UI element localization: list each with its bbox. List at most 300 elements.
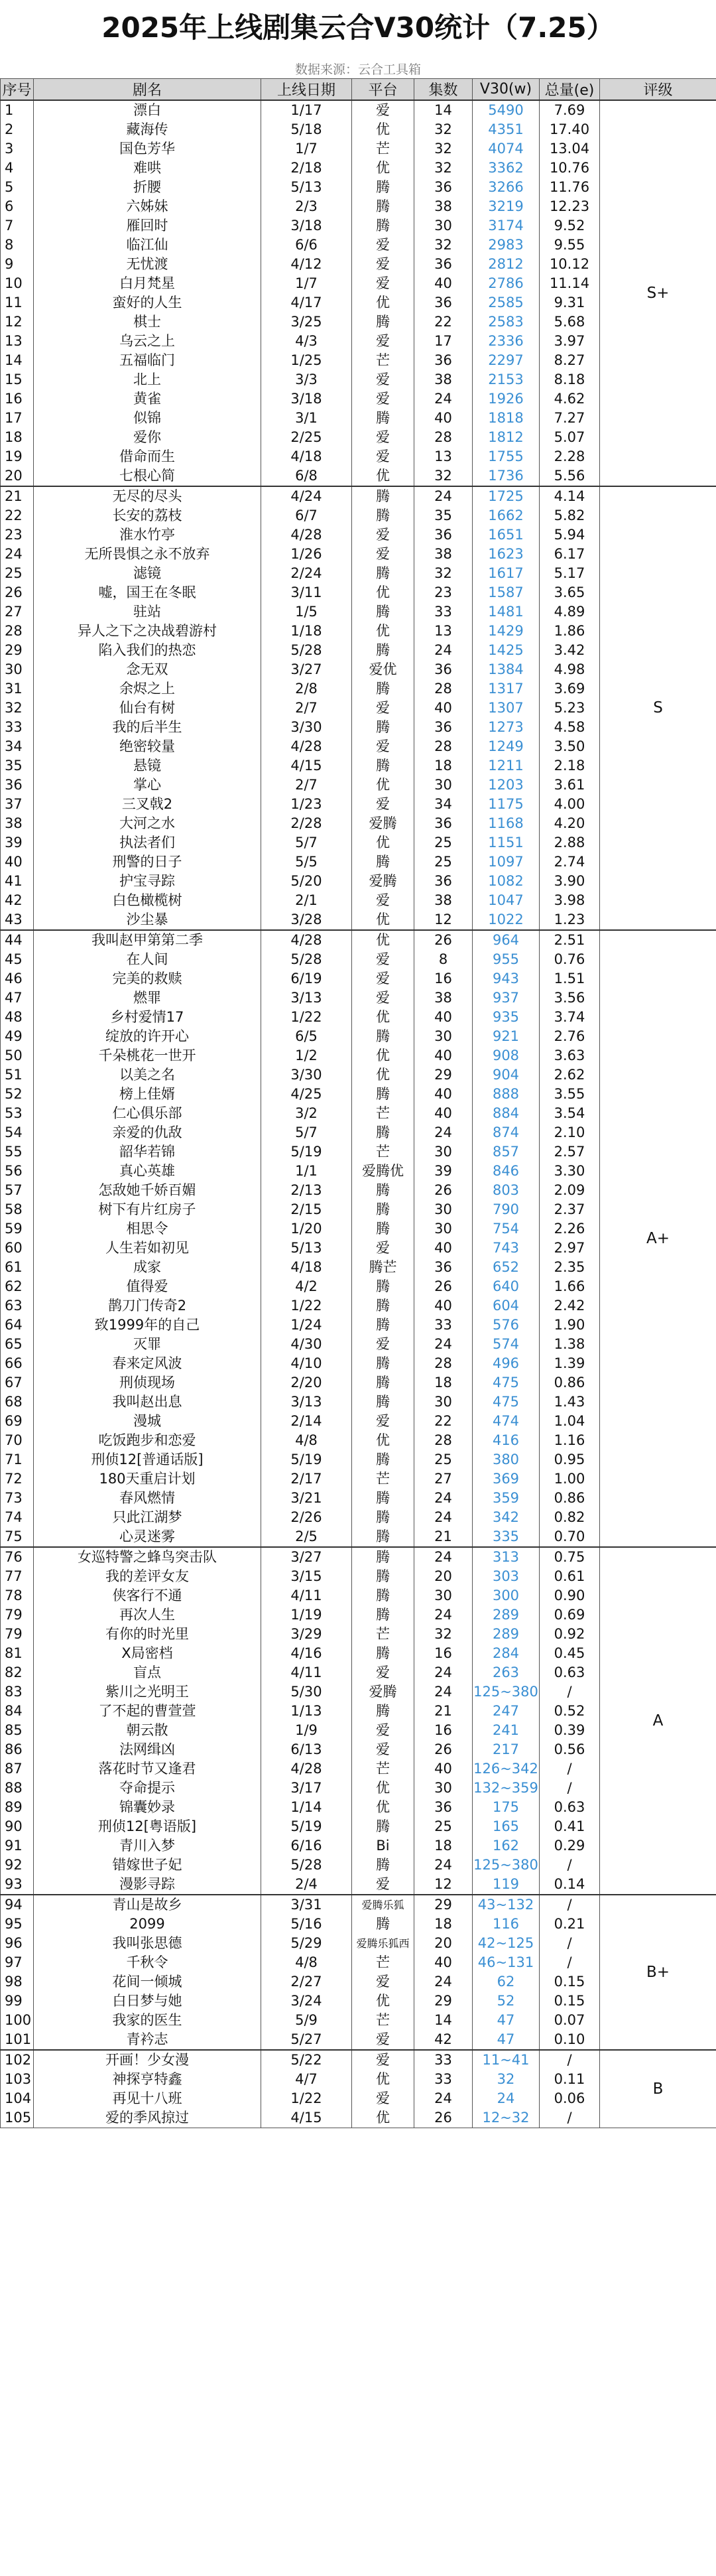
total-cell: / [540, 1953, 600, 1972]
title-cell: 侠客行不通 [34, 1586, 261, 1605]
platform-cell: 腾 [352, 1123, 414, 1142]
platform-cell: 芒 [352, 1759, 414, 1779]
episodes-cell: 16 [414, 1644, 473, 1663]
date-cell: 2/15 [261, 1200, 352, 1219]
title-cell: 藏海传 [34, 120, 261, 139]
title-cell: 我的差评女友 [34, 1567, 261, 1586]
platform-cell: 优 [352, 1798, 414, 1817]
total-cell: 8.18 [540, 370, 600, 389]
v30-cell: 3219 [473, 197, 540, 216]
v30-cell: 475 [473, 1392, 540, 1412]
v30-cell: 1481 [473, 602, 540, 622]
v30-cell: 1429 [473, 622, 540, 641]
index-cell: 56 [1, 1162, 34, 1181]
total-cell: 4.89 [540, 602, 600, 622]
episodes-cell: 26 [414, 1181, 473, 1200]
index-cell: 34 [1, 737, 34, 756]
date-cell: 4/16 [261, 1644, 352, 1663]
total-cell: 5.17 [540, 564, 600, 583]
v30-cell: 1097 [473, 852, 540, 872]
episodes-cell: 24 [414, 1123, 473, 1142]
v30-cell: 3362 [473, 159, 540, 178]
episodes-cell: 29 [414, 1992, 473, 2011]
platform-cell: 优 [352, 930, 414, 950]
total-cell: 9.52 [540, 216, 600, 236]
total-cell: / [540, 1934, 600, 1953]
date-cell: 4/15 [261, 756, 352, 776]
v30-cell: 1273 [473, 718, 540, 737]
index-cell: 41 [1, 872, 34, 891]
title-cell: 无所畏惧之永不放弃 [34, 545, 261, 564]
platform-cell: 腾 [352, 1586, 414, 1605]
v30-cell: 241 [473, 1721, 540, 1740]
date-cell: 4/17 [261, 293, 352, 312]
index-cell: 67 [1, 1373, 34, 1392]
episodes-cell: 14 [414, 2011, 473, 2030]
platform-cell: 腾 [352, 1915, 414, 1934]
date-cell: 2/25 [261, 428, 352, 447]
v30-cell: 303 [473, 1567, 540, 1586]
index-cell: 91 [1, 1836, 34, 1856]
title-cell: 有你的时光里 [34, 1625, 261, 1644]
total-cell: 0.07 [540, 2011, 600, 2030]
total-cell: 5.23 [540, 699, 600, 718]
index-cell: 3 [1, 139, 34, 159]
total-cell: 10.76 [540, 159, 600, 178]
title-cell: 灭罪 [34, 1335, 261, 1354]
date-cell: 1/13 [261, 1702, 352, 1721]
ranking-table [0, 78, 716, 2128]
platform-cell: 腾 [352, 1856, 414, 1875]
platform-cell: 腾 [352, 197, 414, 216]
date-cell: 2/18 [261, 159, 352, 178]
episodes-cell: 24 [414, 2089, 473, 2108]
platform-cell: 爱 [352, 891, 414, 910]
date-cell: 2/24 [261, 564, 352, 583]
platform-cell: 优 [352, 583, 414, 602]
title-cell: 临江仙 [34, 236, 261, 255]
episodes-cell: 33 [414, 602, 473, 622]
v30-cell: 119 [473, 1875, 540, 1895]
index-cell: 65 [1, 1335, 34, 1354]
episodes-cell: 30 [414, 1779, 473, 1798]
episodes-cell: 28 [414, 428, 473, 447]
date-cell: 3/1 [261, 409, 352, 428]
date-cell: 5/16 [261, 1915, 352, 1934]
total-cell: 4.98 [540, 660, 600, 679]
title-cell: 白色橄榄树 [34, 891, 261, 910]
title-cell: 千秋令 [34, 1953, 261, 1972]
col-header-total: 总量(e) [540, 79, 600, 101]
title-cell: 沙尘暴 [34, 910, 261, 930]
total-cell: 0.70 [540, 1527, 600, 1547]
v30-cell: 175 [473, 1798, 540, 1817]
date-cell: 1/2 [261, 1046, 352, 1065]
title-cell: 借命而生 [34, 447, 261, 466]
title-cell: 错嫁世子妃 [34, 1856, 261, 1875]
episodes-cell: 26 [414, 930, 473, 950]
v30-cell: 943 [473, 969, 540, 988]
index-cell: 101 [1, 2030, 34, 2050]
platform-cell: 腾 [352, 1547, 414, 1567]
v30-cell: 2153 [473, 370, 540, 389]
platform-cell: 爱 [352, 1239, 414, 1258]
v30-cell: 1307 [473, 699, 540, 718]
episodes-cell: 21 [414, 1702, 473, 1721]
platform-cell: 优 [352, 1046, 414, 1065]
total-cell: 4.00 [540, 795, 600, 814]
index-cell: 9 [1, 255, 34, 274]
date-cell: 5/28 [261, 1856, 352, 1875]
v30-cell: 2297 [473, 351, 540, 370]
episodes-cell: 20 [414, 1934, 473, 1953]
total-cell: 0.41 [540, 1817, 600, 1836]
date-cell: 2/4 [261, 1875, 352, 1895]
title-cell: 韶华若锦 [34, 1142, 261, 1162]
total-cell: 2.51 [540, 930, 600, 950]
episodes-cell: 40 [414, 1046, 473, 1065]
index-cell: 23 [1, 525, 34, 545]
episodes-cell: 18 [414, 1915, 473, 1934]
date-cell: 3/17 [261, 1779, 352, 1798]
platform-cell: 腾 [352, 409, 414, 428]
index-cell: 14 [1, 351, 34, 370]
index-cell: 102 [1, 2050, 34, 2070]
title-cell: 落花时节又逢君 [34, 1759, 261, 1779]
date-cell: 1/18 [261, 622, 352, 641]
table-row [1, 930, 716, 950]
v30-cell: 12~32 [473, 2108, 540, 2128]
v30-cell: 217 [473, 1740, 540, 1759]
index-cell: 75 [1, 1527, 34, 1547]
col-header-date: 上线日期 [261, 79, 352, 101]
episodes-cell: 18 [414, 1836, 473, 1856]
platform-cell: 腾 [352, 1085, 414, 1104]
title-cell: 亲爱的仇敌 [34, 1123, 261, 1142]
index-cell: 4 [1, 159, 34, 178]
index-cell: 73 [1, 1489, 34, 1508]
platform-cell: 芒 [352, 1625, 414, 1644]
index-cell: 89 [1, 1798, 34, 1817]
index-cell: 30 [1, 660, 34, 679]
v30-cell: 1662 [473, 506, 540, 525]
platform-cell: 爱 [352, 389, 414, 409]
episodes-cell: 24 [414, 486, 473, 506]
episodes-cell: 30 [414, 216, 473, 236]
date-cell: 4/11 [261, 1586, 352, 1605]
date-cell: 5/18 [261, 120, 352, 139]
date-cell: 4/28 [261, 525, 352, 545]
total-cell: 2.74 [540, 852, 600, 872]
v30-cell: 874 [473, 1123, 540, 1142]
v30-cell: 1082 [473, 872, 540, 891]
platform-cell: 优 [352, 622, 414, 641]
date-cell: 4/18 [261, 447, 352, 466]
total-cell: 3.30 [540, 1162, 600, 1181]
v30-cell: 904 [473, 1065, 540, 1085]
date-cell: 2/7 [261, 699, 352, 718]
episodes-cell: 13 [414, 447, 473, 466]
platform-cell: 腾 [352, 178, 414, 197]
title-cell: 相思令 [34, 1219, 261, 1239]
v30-cell: 369 [473, 1469, 540, 1489]
date-cell: 6/5 [261, 1027, 352, 1046]
episodes-cell: 36 [414, 814, 473, 833]
platform-cell: 爱 [352, 447, 414, 466]
total-cell: 1.04 [540, 1412, 600, 1431]
total-cell: 7.27 [540, 409, 600, 428]
total-cell: 1.23 [540, 910, 600, 930]
episodes-cell: 42 [414, 2030, 473, 2050]
v30-cell: 1022 [473, 910, 540, 930]
total-cell: 4.14 [540, 486, 600, 506]
title-cell: 念无双 [34, 660, 261, 679]
title-cell: 盲点 [34, 1663, 261, 1682]
index-cell: 25 [1, 564, 34, 583]
col-header-episodes: 集数 [414, 79, 473, 101]
title-cell: 完美的救赎 [34, 969, 261, 988]
total-cell: / [540, 2050, 600, 2070]
v30-cell: 4351 [473, 120, 540, 139]
total-cell: / [540, 1759, 600, 1779]
date-cell: 1/25 [261, 351, 352, 370]
total-cell: 12.23 [540, 197, 600, 216]
date-cell: 1/22 [261, 1296, 352, 1316]
total-cell: 0.15 [540, 1972, 600, 1992]
v30-cell: 964 [473, 930, 540, 950]
col-header-platform: 平台 [352, 79, 414, 101]
total-cell: 2.97 [540, 1239, 600, 1258]
index-cell: 52 [1, 1085, 34, 1104]
platform-cell: 优 [352, 1779, 414, 1798]
total-cell: 3.74 [540, 1008, 600, 1027]
title-cell: 青山是故乡 [34, 1895, 261, 1915]
episodes-cell: 14 [414, 100, 473, 120]
platform-cell: 腾 [352, 1702, 414, 1721]
v30-cell: 1168 [473, 814, 540, 833]
index-cell: 72 [1, 1469, 34, 1489]
episodes-cell: 8 [414, 950, 473, 969]
platform-cell: 优 [352, 2070, 414, 2089]
total-cell: 2.18 [540, 756, 600, 776]
episodes-cell: 38 [414, 891, 473, 910]
table-row [1, 1895, 716, 1915]
episodes-cell: 24 [414, 1605, 473, 1625]
platform-cell: 爱 [352, 2030, 414, 2050]
date-cell: 4/12 [261, 255, 352, 274]
episodes-cell: 29 [414, 1065, 473, 1085]
v30-cell: 416 [473, 1431, 540, 1450]
date-cell: 4/2 [261, 1277, 352, 1296]
episodes-cell: 24 [414, 1682, 473, 1702]
title-cell: 七根心简 [34, 466, 261, 486]
platform-cell: 腾 [352, 1605, 414, 1625]
index-cell: 64 [1, 1316, 34, 1335]
index-cell: 8 [1, 236, 34, 255]
episodes-cell: 26 [414, 1740, 473, 1759]
date-cell: 3/18 [261, 389, 352, 409]
date-cell: 4/18 [261, 1258, 352, 1277]
date-cell: 2/7 [261, 776, 352, 795]
date-cell: 3/27 [261, 1547, 352, 1567]
date-cell: 3/30 [261, 718, 352, 737]
episodes-cell: 30 [414, 1219, 473, 1239]
date-cell: 3/2 [261, 1104, 352, 1123]
episodes-cell: 36 [414, 872, 473, 891]
platform-cell: 优 [352, 910, 414, 930]
v30-cell: 24 [473, 2089, 540, 2108]
episodes-cell: 36 [414, 255, 473, 274]
title-cell: 女巡特警之蜂鸟突击队 [34, 1547, 261, 1567]
index-cell: 1 [1, 100, 34, 120]
title-cell: 燃罪 [34, 988, 261, 1008]
index-cell: 40 [1, 852, 34, 872]
title-cell: 怎敌她千娇百媚 [34, 1181, 261, 1200]
platform-cell: 腾 [352, 506, 414, 525]
index-cell: 10 [1, 274, 34, 293]
index-cell: 35 [1, 756, 34, 776]
episodes-cell: 40 [414, 1008, 473, 1027]
platform-cell: 腾 [352, 1027, 414, 1046]
index-cell: 55 [1, 1142, 34, 1162]
date-cell: 5/13 [261, 1239, 352, 1258]
title-cell: 刑侦现场 [34, 1373, 261, 1392]
total-cell: 0.29 [540, 1836, 600, 1856]
v30-cell: 475 [473, 1373, 540, 1392]
total-cell: 1.00 [540, 1469, 600, 1489]
total-cell: 0.63 [540, 1798, 600, 1817]
v30-cell: 125~380 [473, 1856, 540, 1875]
total-cell: 3.69 [540, 679, 600, 699]
platform-cell: 爱腾乐狐 [352, 1895, 414, 1915]
v30-cell: 1587 [473, 583, 540, 602]
total-cell: 3.55 [540, 1085, 600, 1104]
v30-cell: 1926 [473, 389, 540, 409]
platform-cell: 腾 [352, 1817, 414, 1836]
total-cell: 0.92 [540, 1625, 600, 1644]
index-cell: 62 [1, 1277, 34, 1296]
episodes-cell: 40 [414, 409, 473, 428]
total-cell: 0.90 [540, 1586, 600, 1605]
v30-cell: 908 [473, 1046, 540, 1065]
index-cell: 22 [1, 506, 34, 525]
platform-cell: 腾 [352, 1200, 414, 1219]
total-cell: 2.37 [540, 1200, 600, 1219]
date-cell: 6/7 [261, 506, 352, 525]
total-cell: 1.39 [540, 1354, 600, 1373]
title-cell: 千朵桃花一世开 [34, 1046, 261, 1065]
index-cell: 79 [1, 1605, 34, 1625]
table-row [1, 100, 716, 120]
total-cell: 2.57 [540, 1142, 600, 1162]
date-cell: 3/27 [261, 660, 352, 679]
platform-cell: 芒 [352, 351, 414, 370]
v30-cell: 2336 [473, 332, 540, 351]
platform-cell: 优 [352, 466, 414, 486]
date-cell: 2/14 [261, 1412, 352, 1431]
date-cell: 5/5 [261, 852, 352, 872]
v30-cell: 359 [473, 1489, 540, 1508]
total-cell: / [540, 2108, 600, 2128]
total-cell: 0.61 [540, 1567, 600, 1586]
table-row [1, 2050, 716, 2070]
total-cell: 0.82 [540, 1508, 600, 1527]
episodes-cell: 38 [414, 988, 473, 1008]
episodes-cell: 32 [414, 159, 473, 178]
index-cell: 47 [1, 988, 34, 1008]
total-cell: 2.35 [540, 1258, 600, 1277]
title-cell: 无忧渡 [34, 255, 261, 274]
index-cell: 95 [1, 1915, 34, 1934]
v30-cell: 1203 [473, 776, 540, 795]
index-cell: 28 [1, 622, 34, 641]
date-cell: 3/13 [261, 988, 352, 1008]
total-cell: 2.09 [540, 1181, 600, 1200]
platform-cell: 爱 [352, 274, 414, 293]
title-cell: 榜上佳婿 [34, 1085, 261, 1104]
date-cell: 4/24 [261, 486, 352, 506]
date-cell: 5/7 [261, 833, 352, 852]
title-cell: 漫影寻踪 [34, 1875, 261, 1895]
v30-cell: 1623 [473, 545, 540, 564]
platform-cell: 爱 [352, 255, 414, 274]
episodes-cell: 36 [414, 293, 473, 312]
episodes-cell: 38 [414, 370, 473, 389]
total-cell: 1.86 [540, 622, 600, 641]
grade-cell: S [600, 486, 716, 930]
platform-cell: 腾 [352, 1219, 414, 1239]
title-cell: 我叫赵甲第第二季 [34, 930, 261, 950]
platform-cell: 爱 [352, 988, 414, 1008]
episodes-cell: 40 [414, 699, 473, 718]
v30-cell: 2583 [473, 312, 540, 332]
title-cell: 再见十八班 [34, 2089, 261, 2108]
title-cell: 2099 [34, 1915, 261, 1934]
total-cell: 17.40 [540, 120, 600, 139]
episodes-cell: 30 [414, 1027, 473, 1046]
v30-cell: 62 [473, 1972, 540, 1992]
episodes-cell: 24 [414, 1489, 473, 1508]
date-cell: 1/22 [261, 1008, 352, 1027]
v30-cell: 2812 [473, 255, 540, 274]
platform-cell: 优 [352, 1008, 414, 1027]
episodes-cell: 25 [414, 1817, 473, 1836]
index-cell: 39 [1, 833, 34, 852]
v30-cell: 1725 [473, 486, 540, 506]
index-cell: 83 [1, 1682, 34, 1702]
title-cell: 了不起的曹萱萱 [34, 1702, 261, 1721]
title-cell: 在人间 [34, 950, 261, 969]
date-cell: 5/19 [261, 1817, 352, 1836]
episodes-cell: 22 [414, 312, 473, 332]
index-cell: 69 [1, 1412, 34, 1431]
episodes-cell: 38 [414, 197, 473, 216]
episodes-cell: 36 [414, 660, 473, 679]
total-cell: 2.28 [540, 447, 600, 466]
total-cell: 0.06 [540, 2089, 600, 2108]
platform-cell: 腾芒 [352, 1258, 414, 1277]
v30-cell: 857 [473, 1142, 540, 1162]
index-cell: 86 [1, 1740, 34, 1759]
grade-cell: A+ [600, 930, 716, 1547]
platform-cell: 爱腾 [352, 872, 414, 891]
date-cell: 2/13 [261, 1181, 352, 1200]
index-cell: 96 [1, 1934, 34, 1953]
index-cell: 59 [1, 1219, 34, 1239]
platform-cell: 爱 [352, 100, 414, 120]
total-cell: 3.61 [540, 776, 600, 795]
title-cell: 神探亨特鑫 [34, 2070, 261, 2089]
